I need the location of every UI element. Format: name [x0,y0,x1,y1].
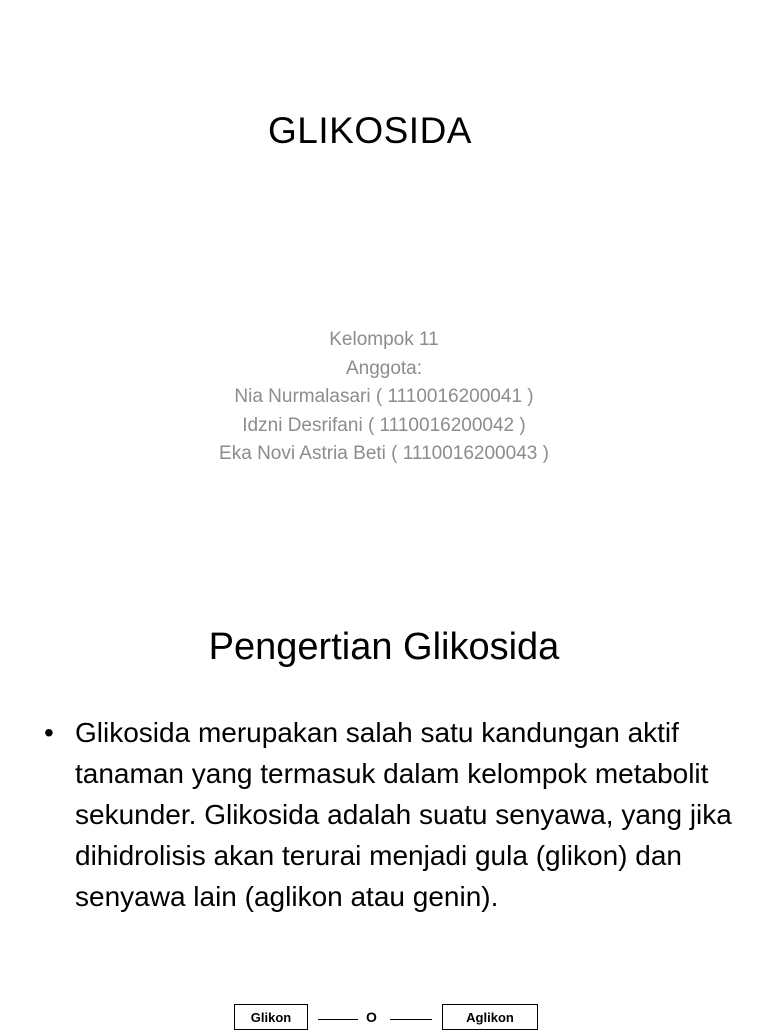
member-3: Eka Novi Astria Beti ( 1110016200043 ) [219,443,549,464]
members-label: Anggota: [345,357,423,379]
bond-line-right [390,1019,432,1020]
bond-line-left [318,1019,358,1020]
member-2: Idzni Desrifani ( 1110016200042 ) [242,414,526,436]
slide-heading: Pengertian Glikosida [208,626,560,668]
slide-subtitle [0,326,768,469]
aglikon-box: Aglikon [442,1004,538,1030]
bullet-text: Glikosida merupakan salah satu kandungan aktif tanaman yang termasuk dalam kelompok metabolit sekunder. Glikosida adalah suatu senyawa, yang jika dihidrolisis akan terurai menjadi gula (glikon) dan senyawa lain (aglikon atau genin). [75,717,732,912]
oxygen-label: O [366,1009,377,1025]
slide-title: GLIKOSIDA [268,110,472,151]
member-1: Nia Nurmalasari ( 1110016200041 ) [234,386,534,407]
bullet-list [44,712,744,917]
group-name: Kelompok 11 [329,329,439,350]
glikon-box: Glikon [234,1004,308,1030]
bullet-item [44,712,744,917]
glycoside-structure-diagram [0,1004,768,1028]
bullet-marker: • [44,717,54,748]
content-slide [0,576,768,1024]
